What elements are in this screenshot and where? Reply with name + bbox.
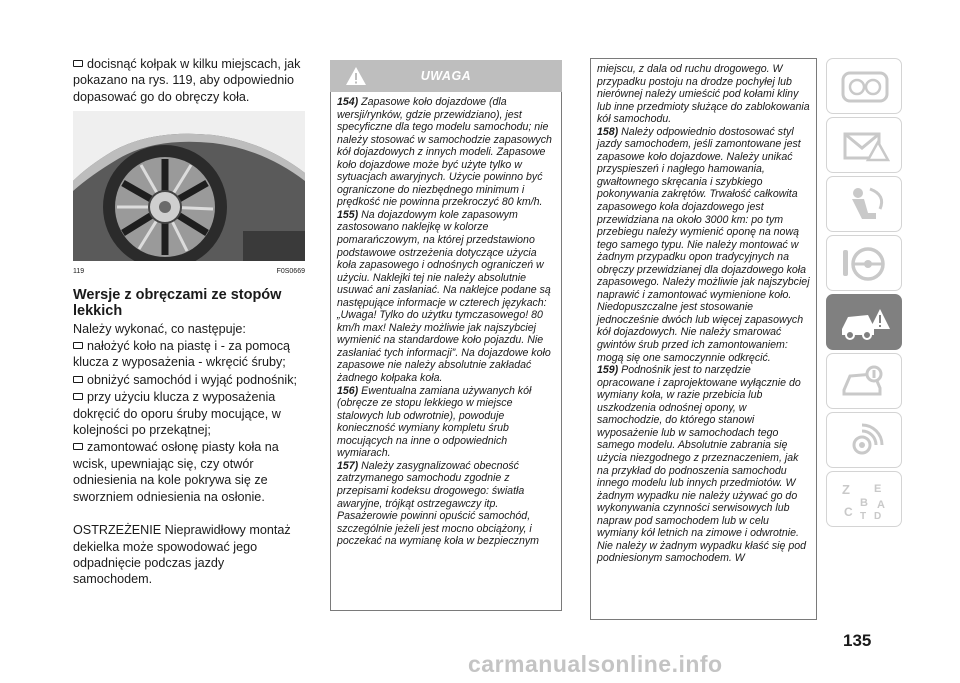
step-item: zamontować osłonę piasty koła na wcisk, upewniając się, czy otwór odniesienia na kole pokrywa się ze sworzniem odniesienia na osłonie. <box>73 440 279 504</box>
chapter-sidebar <box>826 58 902 530</box>
warning-item: 159) Podnośnik jest to narzędzie opracowane i zaprojektowane wyłącznie do wymiany koła, w razie przebicia lub uszkodzenia odnośnej opony, w samochodzie, do którego stanowi wyposażenie lub w samochodach tego samego modelu. Absolutnie zabrania się użycia niezgodnego z przeznaczeniem, jak na przykład do podnoszenia samochodu innego modelu lub innych przedmiotów. W żadnym wypadku nie należy używać go do wykonywania czynności serwisowych lub napraw pod samochodem lub w celu wymiany kół letnich na zimowe i odwrotnie. Nie należy w żadnym wypadku kłaść się pod podniesionym samochodem. W <box>597 364 807 565</box>
index-letter: Z <box>842 482 850 497</box>
car-breakdown-icon <box>840 303 890 343</box>
index-letter: C <box>844 505 853 519</box>
index-letter: E <box>874 483 882 495</box>
figure-code: F0S0669 <box>276 268 305 276</box>
tab-multimedia[interactable] <box>826 412 902 468</box>
alloy-wheel-icon <box>73 111 305 261</box>
index-letter: B <box>860 497 868 509</box>
warning-item: 156) Ewentualna zamiana używanych kół (obręcze ze stopu lekkiego w miejsce stalowych lub odwrotnie), powoduje konieczność wymiany kompletu śrub mocujących na inne o odpowiednich wymiarach. <box>337 384 532 460</box>
airbag-seat-icon <box>840 185 890 225</box>
tab-driving[interactable] <box>826 235 902 291</box>
figure-number: 119 <box>73 268 85 276</box>
steering-wheel-icon <box>840 244 890 284</box>
lead-text: Należy wykonać, co następuje: <box>73 321 246 336</box>
bullet-icon <box>73 60 83 67</box>
tab-index[interactable] <box>826 471 902 527</box>
left-column <box>73 56 305 589</box>
intro-text: docisnąć kołpak w kilku miejscach, jak pokazano na rys. 119, aby odpowiednio dopasować go do obręczy koła. <box>73 57 301 104</box>
step-item: obniżyć samochód i wyjąć podnośnik; <box>73 372 305 388</box>
wheel-photo <box>73 111 305 261</box>
bullet-icon <box>73 443 83 450</box>
step-item: przy użyciu klucza z wyposażenia dokręcić do oporu śruby mocujące, w kolejności po przekątnej; <box>73 390 281 438</box>
index-letter: T <box>860 511 867 520</box>
warning-body <box>330 92 562 611</box>
warning-item: 157) Należy zasygnalizować obecność zatrzymanego samochodu zgodnie z przepisami kodeksu drogowego: światła awaryjne, trójkąt ostrzegawczy itp. Pasażerowie powinni opuścić samochód, szczególnie jeżeli jest mocno obciążony, i poczekać na wymianę koła w bezpiecznym <box>337 459 539 548</box>
warning-body-continued <box>590 58 817 620</box>
tab-safety[interactable] <box>826 176 902 232</box>
alphabet-index-icon <box>840 480 890 520</box>
maintenance-car-icon <box>840 362 890 402</box>
section-heading: Wersje z obręczami ze stopów lekkich <box>73 286 282 319</box>
warning-column <box>330 60 562 611</box>
warning-continuation: miejscu, z dala od ruchu drogowego. W przypadku postoju na drodze pochyłej lub nierównej należy umieścić pod kołami kliny lub inne przedmioty służące do zablokowania kół samochodu. <box>597 63 810 126</box>
bullet-icon <box>73 376 83 383</box>
watermark: carmanualsonline.info <box>468 651 723 677</box>
tab-dashboard[interactable] <box>826 58 902 114</box>
bullet-icon <box>73 342 83 349</box>
warning-title: UWAGA <box>420 69 472 83</box>
warning-note: OSTRZEŻENIE Nieprawidłowy montaż dekielka może spowodować jego odpadnięcie podczas jazdy samochodem. <box>73 523 291 587</box>
dashboard-icon <box>840 67 890 107</box>
envelope-warning-icon <box>840 126 890 166</box>
warning-header <box>330 60 562 92</box>
tab-maintenance[interactable] <box>826 353 902 409</box>
multimedia-icon <box>840 421 890 461</box>
bullet-icon <box>73 393 83 400</box>
tab-warnings[interactable] <box>826 117 902 173</box>
figure-caption <box>73 264 305 280</box>
warning-item: 155) Na dojazdowym kole zapasowym zastosowano naklejkę w kolorze pomarańczowym, na której przedstawiono podstawowe ostrzeżenia dotyczące użycia koła zapasowego i odnośnych ograniczeń w użyciu. Naklejki tej nie należy absolutnie usuwać ani zasłaniać. Na naklejce podane są następujące informacje w czterech językach: „Uwaga! Tylko do użytku tymczasowego! 80 km/h max! Należy możliwie jak najszybciej wymienić na standardowe koło pojazdu. Nie zasłaniać tych informacji”. Na dojazdowe koło zapasowe nie należy absolutnie zakładać żadnego kołpaka koła. <box>337 208 551 385</box>
warning-item: 158) Należy odpowiednio dostosować styl jazdy samochodem, jeśli zamontowane jest zapasowe koło dojazdowe. Należy unikać przyspieszeń i nagłego hamowania, gwałtownego skręcania i szybkiego pokonywania zakrętów. Trwałość całkowita zapasowego koła dojazdowego jest przewidziana na około 3000 km: po tym przebiegu należy wymienić oponę na nową tego samego typu. Nie należy montować w żadnym przypadku opon tradycyjnych na obręczy przewidzianej dla dojazdowego koła zapasowego. Należy możliwie jak najszybciej naprawić i zamontować wymienione koło. Niedopuszczalne jest stosowanie jednocześnie dwóch lub więcej zapasowych kół dojazdowych. Nie należy smarować gwintów śrub przed ich zamontowaniem: mogą się one samoczynnie odkręcić. <box>597 125 810 364</box>
warning-item: 154) Zapasowe koło dojazdowe (dla wersji/rynków, gdzie przewidziano), jest specyficzne dla tego modelu samochodu; nie należy stosować w samochodzie zapasowych kół dojazdowych z innych modeli. Zapasowe koło dojazdowe może być użyte tylko w sytuacjach awaryjnych. Użycie powinno być ograniczone do niezbędnego minimum i prędkość nie powinna przekroczyć 80 km/h. <box>337 96 552 209</box>
warning-continued-column <box>590 58 817 620</box>
index-letter: D <box>874 511 882 520</box>
tab-emergency[interactable] <box>826 294 902 350</box>
page-number: 135 <box>843 631 872 650</box>
index-letter: A <box>877 499 885 511</box>
step-item: nałożyć koło na piastę i - za pomocą klucza z wyposażenia - wkręcić śruby; <box>73 339 291 370</box>
